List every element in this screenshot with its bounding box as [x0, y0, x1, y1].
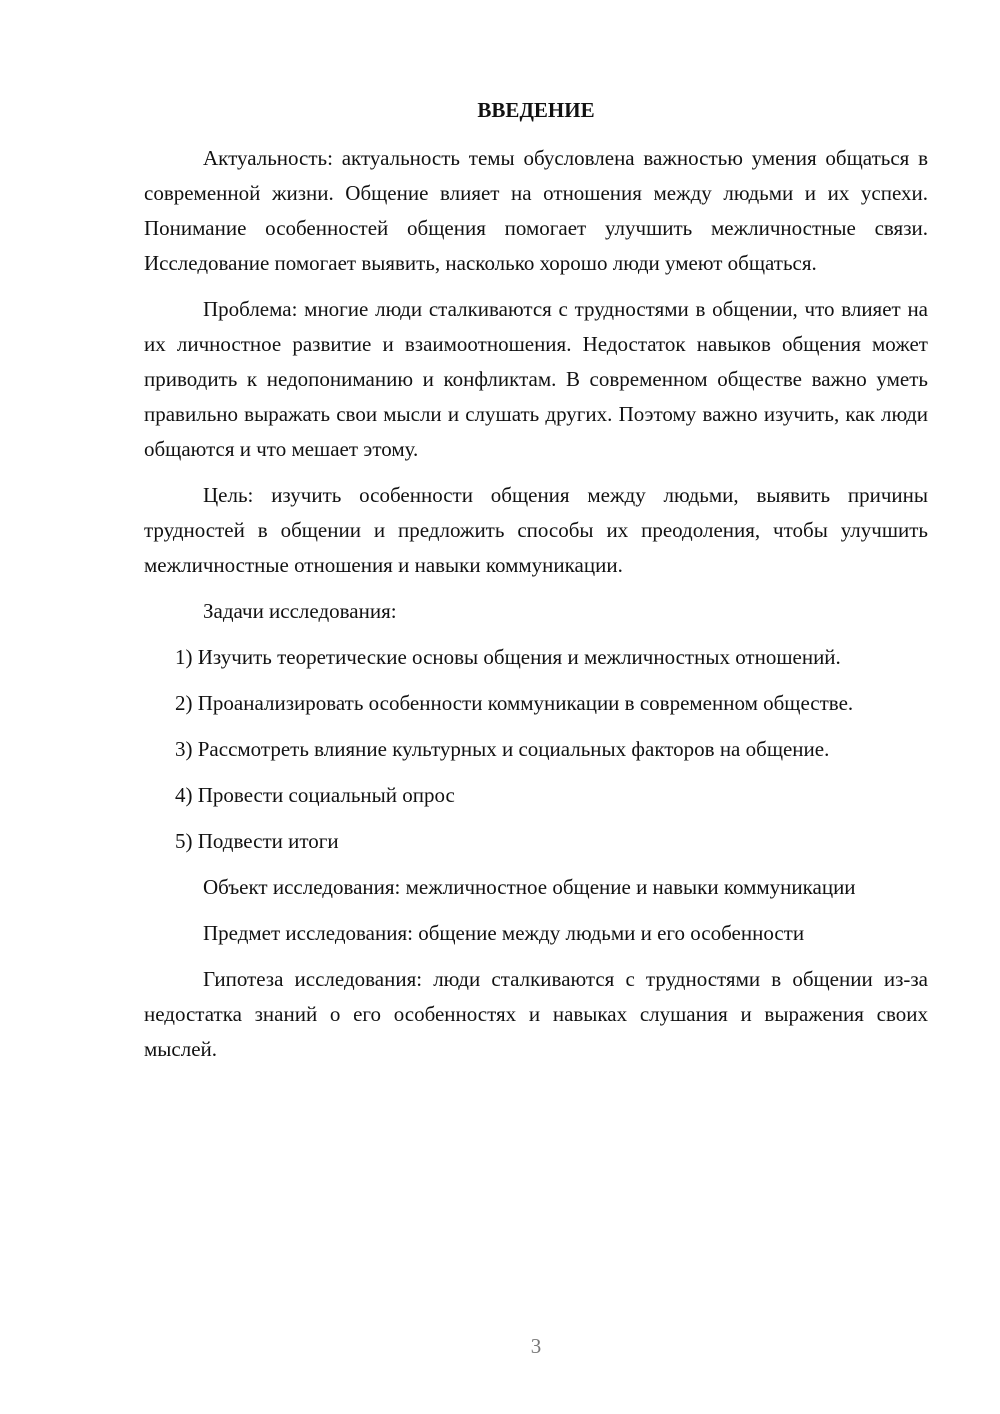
object-paragraph: Объект исследования: межличностное общение и навыки коммуникации [203, 875, 856, 899]
tasks-intro: Задачи исследования: [203, 599, 397, 623]
task-list [144, 640, 928, 859]
task-item: 2) Проанализировать особенности коммуникации в современном обществе. [175, 691, 854, 715]
subject-paragraph: Предмет исследования: общение между людьми и его особенности [203, 921, 805, 945]
task-item: 3) Рассмотреть влияние культурных и социальных факторов на общение. [175, 737, 830, 761]
task-item: 1) Изучить теоретические основы общения и межличностных отношений. [175, 645, 841, 669]
page-number: 3 [530, 1334, 542, 1358]
task-item: 5) Подвести итоги [175, 829, 339, 853]
goal-paragraph: Цель: изучить особенности общения между людьми, выявить причины трудностей в общении и предложить способы их преодоления, чтобы улучшить межличностные отношения и навыки коммуникации. [144, 483, 928, 577]
task-item: 4) Провести социальный опрос [175, 783, 455, 807]
hypothesis-paragraph: Гипотеза исследования: люди сталкиваются с трудностями в общении из-за недостатка знаний о его особенностях и навыках слушания и выражения своих мыслей. [144, 967, 928, 1061]
relevance-paragraph: Актуальность: актуальность темы обусловлена важностью умения общаться в современной жизни. Общение влияет на отношения между людьми и их успехи. Понимание особенностей общения помогает улучшить межличностные связи. Исследование помогает выявить, насколько хорошо люди умеют общаться. [144, 146, 928, 275]
section-heading: ВВЕДЕНИЕ [477, 98, 595, 122]
problem-paragraph: Проблема: многие люди сталкиваются с трудностями в общении, что влияет на их личностное развитие и взаимоотношения. Недостаток навыков общения может приводить к недопониманию и конфликтам. В современном обществе важно уметь правильно выражать свои мысли и слушать других. Поэтому важно изучить, как люди общаются и что мешает этому. [144, 297, 928, 461]
page-content [144, 95, 928, 1078]
